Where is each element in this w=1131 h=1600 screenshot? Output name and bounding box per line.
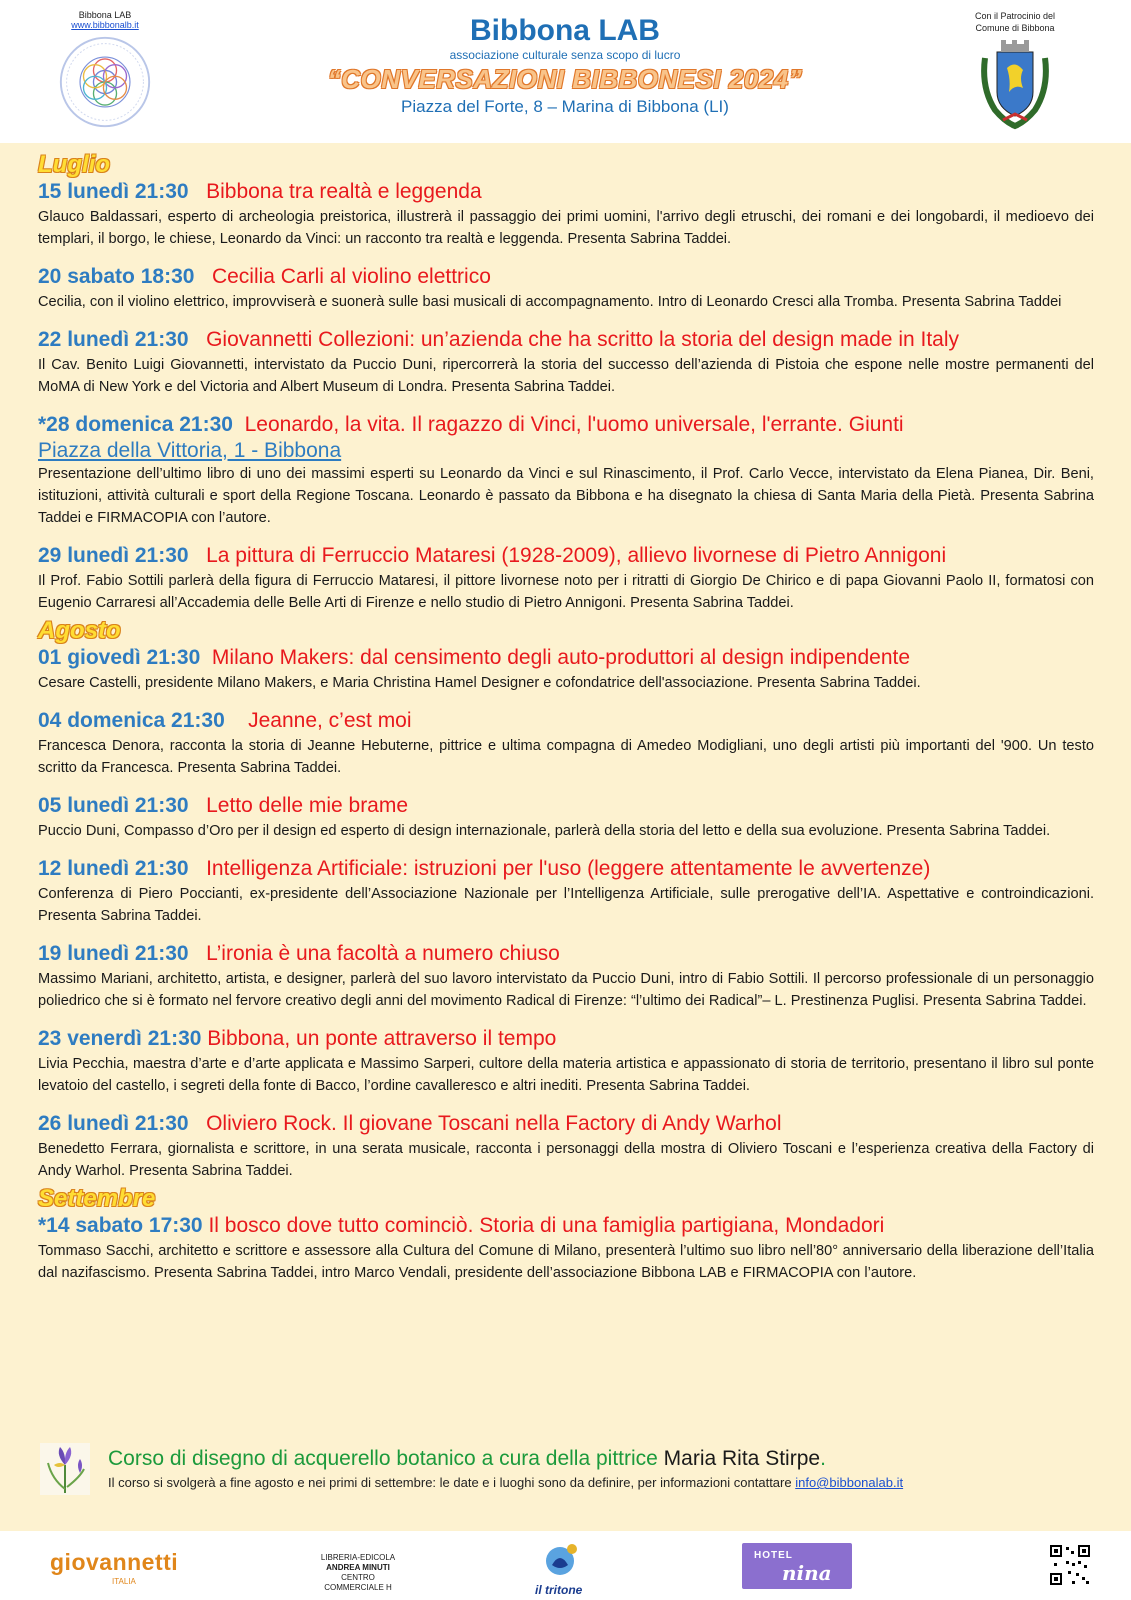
contact-email-link[interactable]: info@bibbonalab.it (795, 1475, 904, 1490)
course-announcement (38, 1443, 1098, 1525)
event-item (38, 644, 1094, 694)
event-title: Milano Makers: dal censimento degli auto-produttori al design indipendente (211, 646, 911, 669)
event-item (38, 178, 1094, 250)
header (0, 0, 1131, 143)
event-item (38, 792, 1094, 842)
event-item (38, 1110, 1094, 1182)
event-description: Presentazione dell’ultimo libro di uno dei massimi esperti su Leonardo da Vinci e sul Rinascimento, il Prof. Carlo Vecce, intervistato da Elena Pianea, Dir. Beni, istituzioni, attività culturali e sport della Regione Toscana. Leonardo è passato da Bibbona e ha disegnato la chiesa di Santa Maria della Pietà. Presenta Sabrina Taddei e FIRMACOPIA con l’autore. (38, 466, 1094, 526)
libreria-line-2: ANDREA MINUTI (326, 1563, 390, 1572)
event-description: Conferenza di Piero Poccianti, ex-presidente dell’Associazione Nazionale per l’Intelligenza Artificiale, sulle prerogative dell’IA. Aspettative e controindicazioni. Presenta Sabrina Taddei. (38, 886, 1094, 924)
hotel-name: nina (782, 1561, 832, 1585)
hotel-label: HOTEL (754, 1550, 793, 1561)
event-date: 04 domenica 21:30 (38, 709, 225, 732)
event-date: *14 sabato 17:30 (38, 1214, 203, 1237)
event-item (38, 1025, 1094, 1097)
event-description: Livia Pecchia, maestra d’arte e d’arte applicata e Massimo Sarperi, cultore della materia artistica e appassionato di storia de territorio, presentano il libro sul ponte levatoio del castello, i segreti della fonte di Bacco, l’ordine cavalleresco e altri inediti. Presenta Sabrina Taddei. (38, 1056, 1094, 1094)
event-title: La pittura di Ferruccio Mataresi (1928-2009), allievo livornese di Pietro Annigoni (206, 544, 947, 567)
course-note (108, 1474, 903, 1492)
event-date: 19 lunedì 21:30 (38, 942, 189, 965)
course-note-text: Il corso si svolgerà a fine agosto e nei primi di settembre: le date e i luoghi sono da definire, per informazioni contattare (108, 1475, 792, 1490)
qr-code-icon[interactable] (1048, 1543, 1092, 1587)
course-teacher: Maria Rita Stirpe (663, 1447, 821, 1470)
patronage-block (960, 10, 1070, 135)
event-title: Bibbona, un ponte attraverso il tempo (207, 1027, 557, 1050)
event-date: 05 lunedì 21:30 (38, 794, 189, 817)
event-location-link[interactable]: Piazza della Vittoria, 1 - Bibbona (38, 439, 342, 462)
event-date: 26 lunedì 21:30 (38, 1112, 189, 1135)
flower-of-life-logo-icon (57, 34, 153, 130)
event-title: Letto delle mie brame (206, 794, 409, 817)
event-description: Tommaso Sacchi, architetto e scrittore e assessore alla Cultura del Comune di Milano, presenterà l’ultimo suo libro nell’80° anniversario della liberazione dell’Italia dal nazifascismo. Presenta Sabrina Taddei, intro Marco Vendali, presidente dell’associazione Bibbona LAB e FIRMACOPIA con l’autore. (38, 1243, 1094, 1281)
month-heading-agosto: Agosto (38, 617, 121, 644)
event-date: 15 lunedì 21:30 (38, 180, 189, 203)
event-item (38, 326, 1094, 398)
event-item (38, 542, 1094, 614)
patronage-line-2: Comune di Bibbona (975, 23, 1055, 33)
course-title-text: Corso di disegno di acquerello botanico a cura della pittrice (108, 1447, 658, 1470)
sponsor-libreria-logo (318, 1553, 398, 1593)
program-area (0, 143, 1131, 1531)
sponsor-giovannetti-sub: ITALIA (112, 1577, 136, 1586)
event-description: Massimo Mariani, architetto, artista, e designer, parlerà del suo lavoro intervistato da Puccio Duni, intro di Fabio Sottili. Il percorso professionale di un personaggio poliedrico che si è formato nel fervore creativo degli anni del movimento Radical di Firenze: “l’ultimo dei Radical”– L. Prestinenza Puglisi. Presenta Sabrina Taddei. (38, 971, 1094, 1009)
event-item (38, 855, 1094, 927)
event-description: Glauco Baldassari, esperto di archeologia preistorica, illustrerà il passaggio dei primi uomini, l'arrivo degli etruschi, dei romani e dei longobardi, il medioevo dei templari, il borgo, le chiese, Leonardo da Vinci: un racconto tra realtà e leggenda. Presenta Sabrina Taddei. (38, 209, 1094, 247)
event-item (38, 411, 1094, 529)
event-title: Giovannetti Collezioni: un’azienda che ha scritto la storia del design made in Italy (206, 328, 960, 351)
venue-address: Piazza del Forte, 8 – Marina di Bibbona (LI) (401, 97, 729, 116)
event-description: Benedetto Ferrara, giornalista e scrittore, in una serata musicale, racconta i personaggi della mostra di Oliviero Toscani e l’esperienza creativa della Factory di Andy Warhol. Presenta Sabrina Taddei. (38, 1141, 1094, 1179)
event-description: Cesare Castelli, presidente Milano Makers, e Maria Christina Hamel Designer e cofondatrice dell'associazione. Presenta Sabrina Taddei. (38, 675, 921, 691)
event-item (38, 1212, 1094, 1284)
course-title-period: . (820, 1447, 826, 1470)
sponsor-hotel-nina-logo (742, 1543, 852, 1589)
sponsor-bar (0, 1531, 1131, 1600)
event-date: 23 venerdì 21:30 (38, 1027, 202, 1050)
sponsor-tritone-name: il tritone (535, 1583, 583, 1597)
event-item (38, 263, 1094, 313)
month-heading-luglio: Luglio (38, 151, 110, 178)
header-titles (230, 14, 900, 119)
libreria-line-1: LIBRERIA-EDICOLA (320, 1553, 396, 1562)
event-title: Cecilia Carli al violino elettrico (211, 265, 491, 288)
month-heading-settembre: Settembre (38, 1185, 156, 1212)
municipal-crest-icon (975, 38, 1055, 130)
libreria-line-3: CENTRO COMMERCIALE H (324, 1573, 392, 1592)
event-description: Il Cav. Benito Luigi Giovannetti, intervistato da Puccio Duni, ripercorrerà la storia del successo dell’azienda di Pistoia che espone nelle mostre permanenti del MoMA di New York e del Victoria and Albert Museum di Londra. Presenta Sabrina Taddei. (38, 357, 1094, 395)
event-description: Il Prof. Fabio Sottili parlerà della figura di Ferruccio Mataresi, il pittore livornese noto per i ritratti di Giorgio De Chirico e di papa Giovanni Paolo II, formatosi con Eugenio Carraresi all’Accademia delle Belle Arti di Firenze e nello studio di Pietro Annigoni. Presenta Sabrina Taddei. (38, 573, 1094, 611)
event-date: 20 sabato 18:30 (38, 265, 195, 288)
program-list (38, 152, 1094, 1297)
org-small-name: Bibbona LAB (78, 10, 132, 20)
event-date: 01 giovedì 21:30 (38, 646, 201, 669)
event-date: 29 lunedì 21:30 (38, 544, 189, 567)
event-title: Il bosco dove tutto cominciò. Storia di una famiglia partigiana, Mondadori (208, 1214, 885, 1237)
course-title (108, 1445, 826, 1473)
event-date: *28 domenica 21:30 (38, 413, 233, 436)
iris-watercolor-icon (40, 1443, 90, 1495)
event-title: Intelligenza Artificiale: istruzioni per l'uso (leggere attentamente le avvertenze) (206, 857, 931, 880)
event-date: 12 lunedì 21:30 (38, 857, 189, 880)
event-title: L’ironia è una facoltà a numero chiuso (206, 942, 560, 965)
event-item (38, 707, 1094, 779)
event-title: Oliviero Rock. Il giovane Toscani nella Factory di Andy Warhol (206, 1112, 782, 1135)
org-url-link[interactable]: www.bibbonalb.it (71, 20, 139, 30)
event-item (38, 940, 1094, 1012)
event-title: Bibbona tra realtà e leggenda (206, 180, 482, 203)
event-title: Jeanne, c’est moi (248, 709, 412, 732)
event-date: 22 lunedì 21:30 (38, 328, 189, 351)
event-description: Cecilia, con il violino elettrico, improvviserà e suonerà sulle basi musicali di accompagnamento. Intro di Leonardo Cresci alla Tromba. Presenta Sabrina Taddei (38, 294, 1062, 310)
event-title: Leonardo, la vita. Il ragazzo di Vinci, l'uomo universale, l'errante. Giunti (244, 413, 904, 436)
sponsor-giovannetti-logo: giovannetti (50, 1549, 179, 1575)
event-description: Francesca Denora, racconta la storia di Jeanne Hebuterne, pittrice e ultima compagna di Amedeo Modigliani, uno degli artisti più importanti del '900. Un testo scritto da Francesca. Presenta Sabrina Taddei. (38, 738, 1094, 776)
org-logo-block (50, 10, 160, 135)
org-title: Bibbona LAB (470, 14, 660, 47)
event-description: Puccio Duni, Compasso d’Oro per il design ed esperto di design internazionale, parlerà della storia del letto e della sua evoluzione. Presenta Sabrina Taddei. (38, 823, 1051, 839)
org-subtitle: associazione culturale senza scopo di lucro (449, 48, 681, 62)
patronage-line-1: Con il Patrocinio del (974, 11, 1056, 21)
series-title: “CONVERSAZIONI BIBBONESI 2024” (327, 64, 803, 94)
